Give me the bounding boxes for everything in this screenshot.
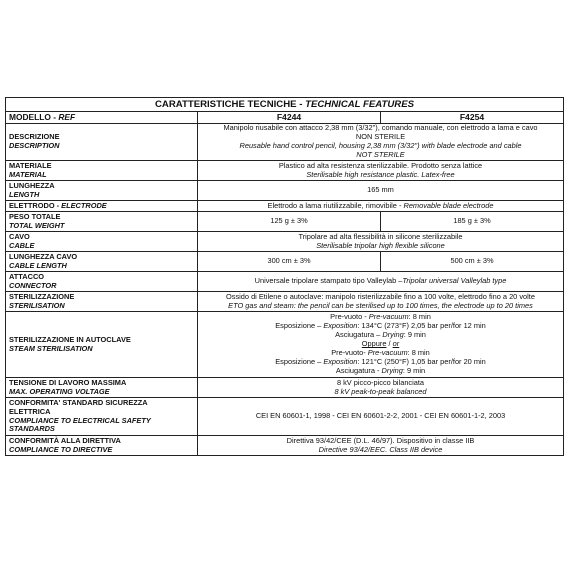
cycle1-drying: Asciugatura – Drying: 9 min <box>335 330 426 340</box>
weight-b: 185 g ± 3% <box>381 212 564 232</box>
sterilisation-value: Ossido di Etilene o autoclave: manipolo risterilizzabile fino a 100 volte, elettrodo fino a 20 volte ETO gas and steam: the pencil can be sterilised up to 100 times, the electrode up to 20 times <box>198 292 564 312</box>
model-row <box>6 112 564 124</box>
cable-length-b: 500 cm ± 3% <box>381 252 564 272</box>
cable-length-label: LUNGHEZZA CAVO CABLE LENGTH <box>6 252 198 272</box>
title-english: TECHNICAL FEATURES <box>305 98 415 110</box>
cycle1-exposition: Esposizione – Exposition: 134°C (273°F) 2,05 bar per/for 12 min <box>275 321 486 331</box>
row-max-voltage <box>6 378 564 398</box>
steam-sterilisation-label: STERILIZZAZIONE IN AUTOCLAVE STEAM STERILISATION <box>6 312 198 378</box>
table-title-row <box>6 98 564 112</box>
cable-label: CAVO CABLE <box>6 232 198 252</box>
row-material <box>6 161 564 181</box>
directive-value: Direttiva 93/42/CEE (D.L. 46/97). Dispositivo in classe IIB Directive 93/42/EEC. Class IIB device <box>198 436 564 456</box>
weight-label: PESO TOTALE TOTAL WEIGHT <box>6 212 198 232</box>
connector-label: ATTACCO CONNECTOR <box>6 272 198 292</box>
technical-features-table <box>5 97 564 456</box>
max-voltage-label: TENSIONE DI LAVORO MASSIMA MAX. OPERATING VOLTAGE <box>6 378 198 398</box>
cycle1-prevacuum: Pre-vuoto - Pre-vacuum: 8 min <box>330 312 431 322</box>
sterilisation-label: STERILIZZAZIONE STERILISATION <box>6 292 198 312</box>
directive-label: CONFORMITÀ ALLA DIRETTIVA COMPLIANCE TO DIRECTIVE <box>6 436 198 456</box>
row-cable-length <box>6 252 564 272</box>
cycle2-drying: Asciugatura - Drying: 9 min <box>335 365 426 375</box>
description-label: DESCRIZIONE DESCRIPTION <box>6 124 198 161</box>
row-cable <box>6 232 564 252</box>
safety-standards-value: CEI EN 60601-1, 1998 - CEI EN 60601-2-2, 2001 - CEI EN 60601-1-2, 2003 <box>198 398 564 436</box>
cable-length-a: 300 cm ± 3% <box>198 252 381 272</box>
electrode-label: ELETTRODO - ELECTRODE <box>6 201 198 212</box>
electrode-value: Elettrodo a lama riutilizzabile, rimovibile - Removable blade electrode <box>198 201 564 212</box>
cycle2-exposition: Esposizione – Exposition: 121°C (250°F) 1,05 bar per/for 20 min <box>275 356 486 366</box>
cable-value: Tripolare ad alta flessibilità in silicone sterilizzabile Sterilisable tripolar high flexible silicone <box>198 232 564 252</box>
connector-value: Universale tripolare stampato tipo Valleylab –Tripolar universal Valleylab type <box>198 272 564 292</box>
safety-standards-label: CONFORMITA' STANDARD SICUREZZA ELETTRICA COMPLIANCE TO ELECTRICAL SAFETY STANDARDS <box>6 398 198 436</box>
weight-a: 125 g ± 3% <box>198 212 381 232</box>
title-italian: CARATTERISTICHE TECNICHE - <box>154 98 303 110</box>
description-value: Manipolo riusabile con attacco 2,38 mm (3/32"), comando manuale, con elettrodo a lama e cavo NON STERILE Reusable hand control pencil, housing 2,38 mm (3/32") with blade electrode and cable NOT STERILE <box>198 124 564 161</box>
table-title <box>6 98 564 112</box>
row-sterilisation <box>6 292 564 312</box>
model-b: F4254 <box>381 112 564 124</box>
length-label: LUNGHEZZA LENGTH <box>6 181 198 201</box>
row-directive <box>6 436 564 456</box>
steam-sterilisation-value <box>198 312 564 378</box>
length-value: 165 mm <box>198 181 564 201</box>
cycle-or-separator: Oppure / or <box>361 339 400 349</box>
row-length <box>6 181 564 201</box>
model-label: MODELLO - REF <box>6 112 198 124</box>
row-safety-standards <box>6 398 564 436</box>
model-a: F4244 <box>198 112 381 124</box>
row-steam-sterilisation <box>6 312 564 378</box>
material-label: MATERIALE MATERIAL <box>6 161 198 181</box>
cycle2-prevacuum: Pre-vuoto- Pre-vacuum: 8 min <box>331 347 430 357</box>
row-total-weight <box>6 212 564 232</box>
row-description <box>6 124 564 161</box>
material-value: Plastico ad alta resistenza sterilizzabile. Prodotto senza lattice Sterilisable high resistance plastic. Latex-free <box>198 161 564 181</box>
row-connector <box>6 272 564 292</box>
max-voltage-value: 8 kV picco-picco bilanciata 8 kV peak-to-peak balanced <box>198 378 564 398</box>
row-electrode <box>6 201 564 212</box>
